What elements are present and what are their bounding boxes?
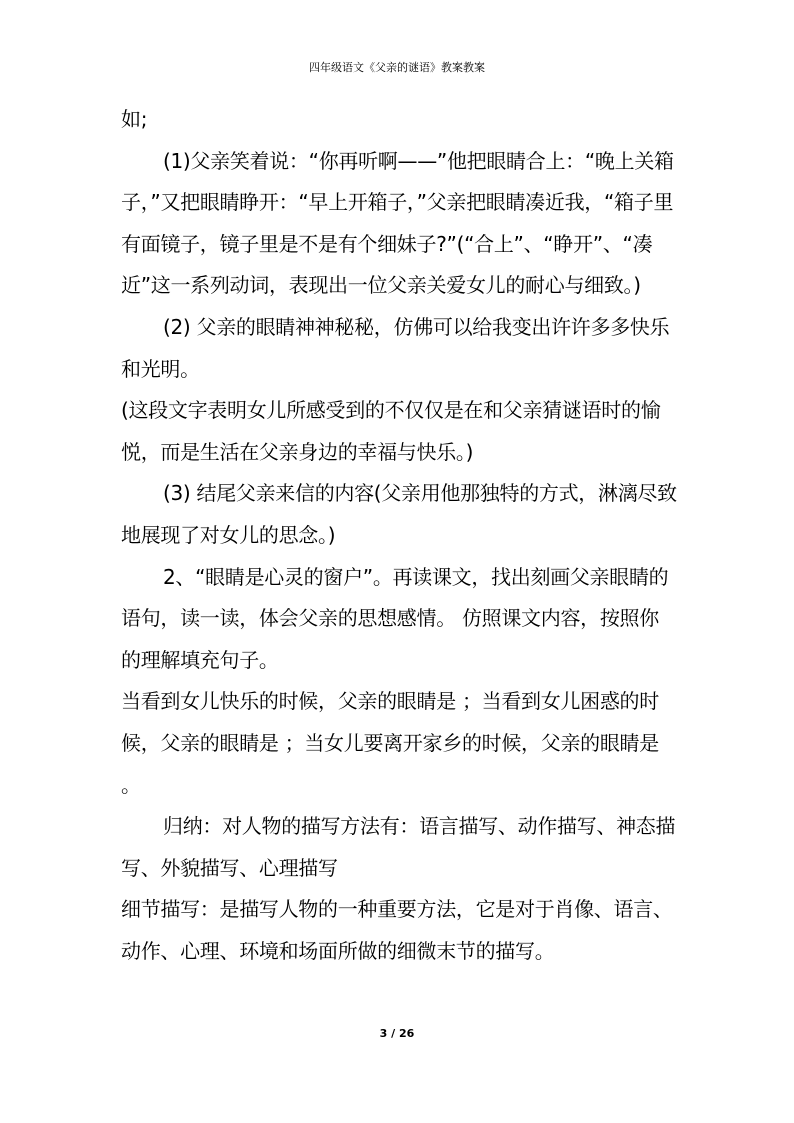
paragraph-summary: 归纳：对人物的描写方法有：语言描写、动作描写、神态描写、外貌描写、心理描写 [121, 814, 676, 880]
paragraph-fill-in-sentence: 当看到女儿快乐的时候，父亲的眼睛是 ；当看到女儿困惑的时候，父亲的眼睛是 ；当女儿要离开家乡的时候，父亲的眼睛是 。 [121, 689, 659, 797]
paragraph-example-2: (2) 父亲的眼睛神神秘秘，仿佛可以给我变出许许多多快乐和光明。 [121, 314, 670, 381]
paragraph-example-1: (1)父亲笑着说：“你再听啊——”他把眼睛合上：“晚上关箱子，”又把眼睛睁开：“早上开箱子，”父亲把眼睛凑近我，“箱子里有面镜子，镜子里是不是有个细妹子?”(“合上”、“睁开”、“凑近”这一系列动词，表现出一位父亲关爱女儿的耐心与细致。) [121, 148, 674, 298]
paragraph-detail-description: 细节描写：是描写人物的一种重要方法，它是对于肖像、语言、动作、心理、环境和场面所做的细微末节的描写。 [121, 897, 673, 963]
paragraph-example-3: (3) 结尾父亲来信的内容(父亲用他那独特的方式，淋漓尽致地展现了对女儿的思念。) [121, 481, 677, 547]
page-header: 四年级语文《父亲的谜语》教案教案 [309, 61, 485, 74]
document-body [121, 99, 677, 972]
paragraph-question-2: 2、“眼睛是心灵的窗户”。再读课文，找出刻画父亲眼睛的语句，读一读，体会父亲的思想感情。 仿照课文内容，按照你的理解填充句子。 [121, 564, 669, 672]
paragraph-intro: 如; [121, 107, 148, 131]
paragraph-explanation: (这段文字表明女儿所感受到的不仅仅是在和父亲猜谜语时的愉悦，而是生活在父亲身边的幸福与快乐。) [121, 398, 661, 464]
page-number: 3 / 26 [379, 1027, 415, 1040]
